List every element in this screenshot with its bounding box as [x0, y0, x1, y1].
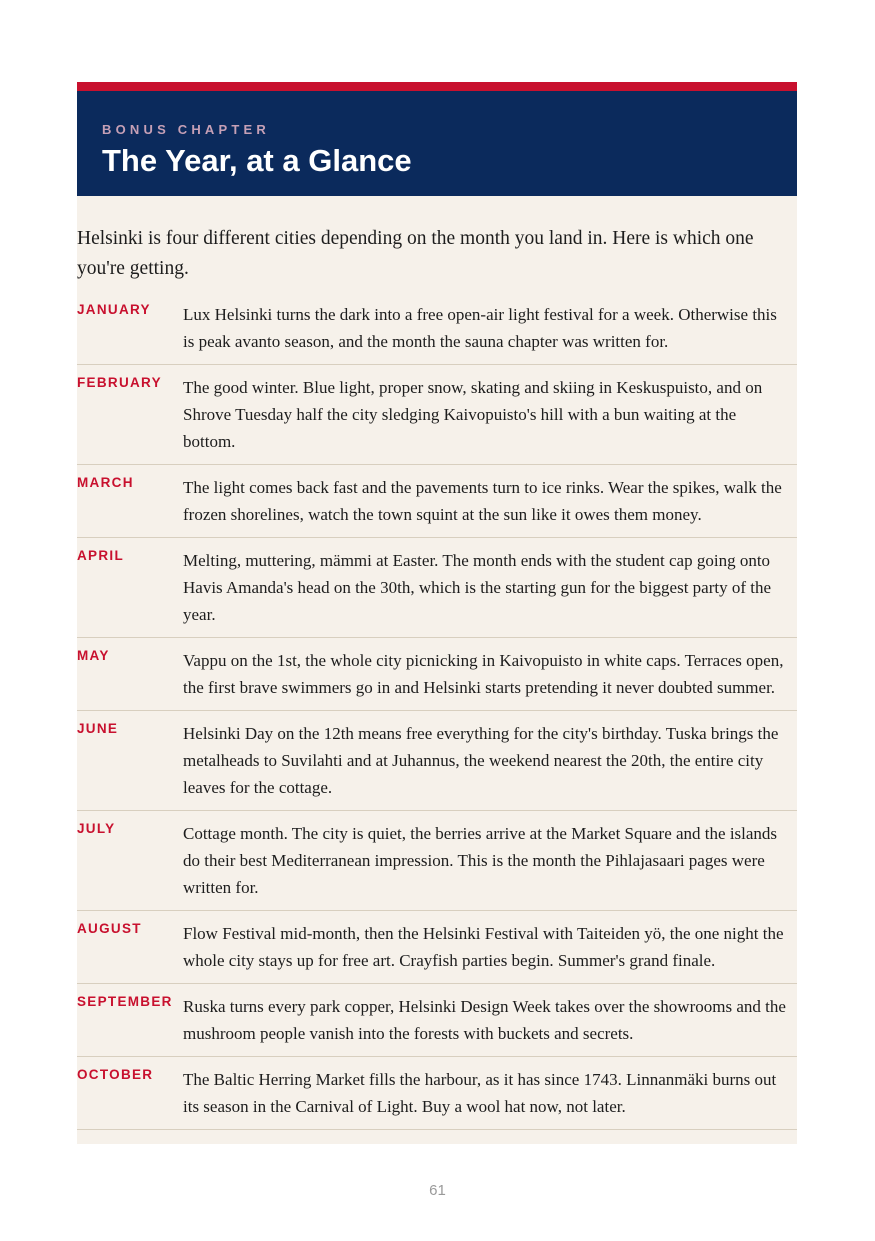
month-row-may	[77, 638, 797, 711]
month-label: FEBRUARY	[77, 375, 162, 390]
month-description: The Baltic Herring Market fills the harbour, as it has since 1743. Linnanmäki burns out its season in the Carnival of Light. Buy a wool hat now, not later.	[183, 1070, 777, 1116]
month-row-april	[77, 538, 797, 638]
month-label: SEPTEMBER	[77, 994, 173, 1009]
month-row-january	[77, 301, 797, 365]
month-label: OCTOBER	[77, 1067, 154, 1082]
month-description: The light comes back fast and the pavements turn to ice rinks. Wear the spikes, walk the frozen shorelines, watch the town squint at the sun like it owes them money.	[183, 478, 782, 524]
month-description: Helsinki Day on the 12th means free everything for the city's birthday. Tuska brings the metalheads to Suvilahti and at Juhannus, the weekend nearest the 20th, the entire city leaves for the cottage.	[183, 724, 779, 797]
month-label: MAY	[77, 648, 110, 663]
month-description: The good winter. Blue light, proper snow, skating and skiing in Keskuspuisto, and on Shrove Tuesday half the city sledging Kaivopuisto's hill with a bun waiting at the bottom.	[183, 378, 763, 451]
month-label: MARCH	[77, 475, 134, 490]
month-description: Vappu on the 1st, the whole city picnicking in Kaivopuisto in white caps. Terraces open, the first brave swimmers go in and Helsinki starts pretending it never doubted summer.	[183, 651, 784, 697]
chapter-panel	[77, 82, 797, 1144]
month-label: AUGUST	[77, 921, 142, 936]
chapter-eyebrow: BONUS CHAPTER	[102, 122, 270, 137]
month-description: Ruska turns every park copper, Helsinki Design Week takes over the showrooms and the mushroom people vanish into the forests with buckets and secrets.	[183, 997, 786, 1043]
month-row-september	[77, 984, 797, 1057]
month-description: Melting, muttering, mämmi at Easter. The month ends with the student cap going onto Havis Amanda's head on the 30th, which is the starting gun for the biggest party of the year.	[183, 551, 772, 624]
month-description: Lux Helsinki turns the dark into a free open-air light festival for a week. Otherwise this is peak avanto season, and the month the sauna chapter was written for.	[183, 305, 777, 351]
month-label: JULY	[77, 821, 116, 836]
month-row-february	[77, 365, 797, 465]
month-row-october	[77, 1057, 797, 1130]
month-row-july	[77, 811, 797, 911]
month-description: Cottage month. The city is quiet, the berries arrive at the Market Square and the islands do their best Mediterranean impression. This is the month the Pihlajasaari pages were written for.	[183, 824, 778, 897]
month-list	[77, 301, 797, 1130]
chapter-header	[77, 82, 797, 196]
month-row-june	[77, 711, 797, 811]
month-row-august	[77, 911, 797, 984]
month-label: JUNE	[77, 721, 119, 736]
month-description: Flow Festival mid-month, then the Helsinki Festival with Taiteiden yö, the one night the whole city stays up for free art. Crayfish parties begin. Summer's grand finale.	[183, 924, 784, 970]
month-label: APRIL	[77, 548, 124, 563]
month-row-march	[77, 465, 797, 538]
chapter-title: The Year, at a Glance	[102, 143, 412, 178]
month-label: JANUARY	[77, 302, 151, 317]
intro-paragraph: Helsinki is four different cities depending on the month you land in. Here is which one you're getting.	[77, 228, 754, 279]
page-number: 61	[429, 1182, 446, 1199]
